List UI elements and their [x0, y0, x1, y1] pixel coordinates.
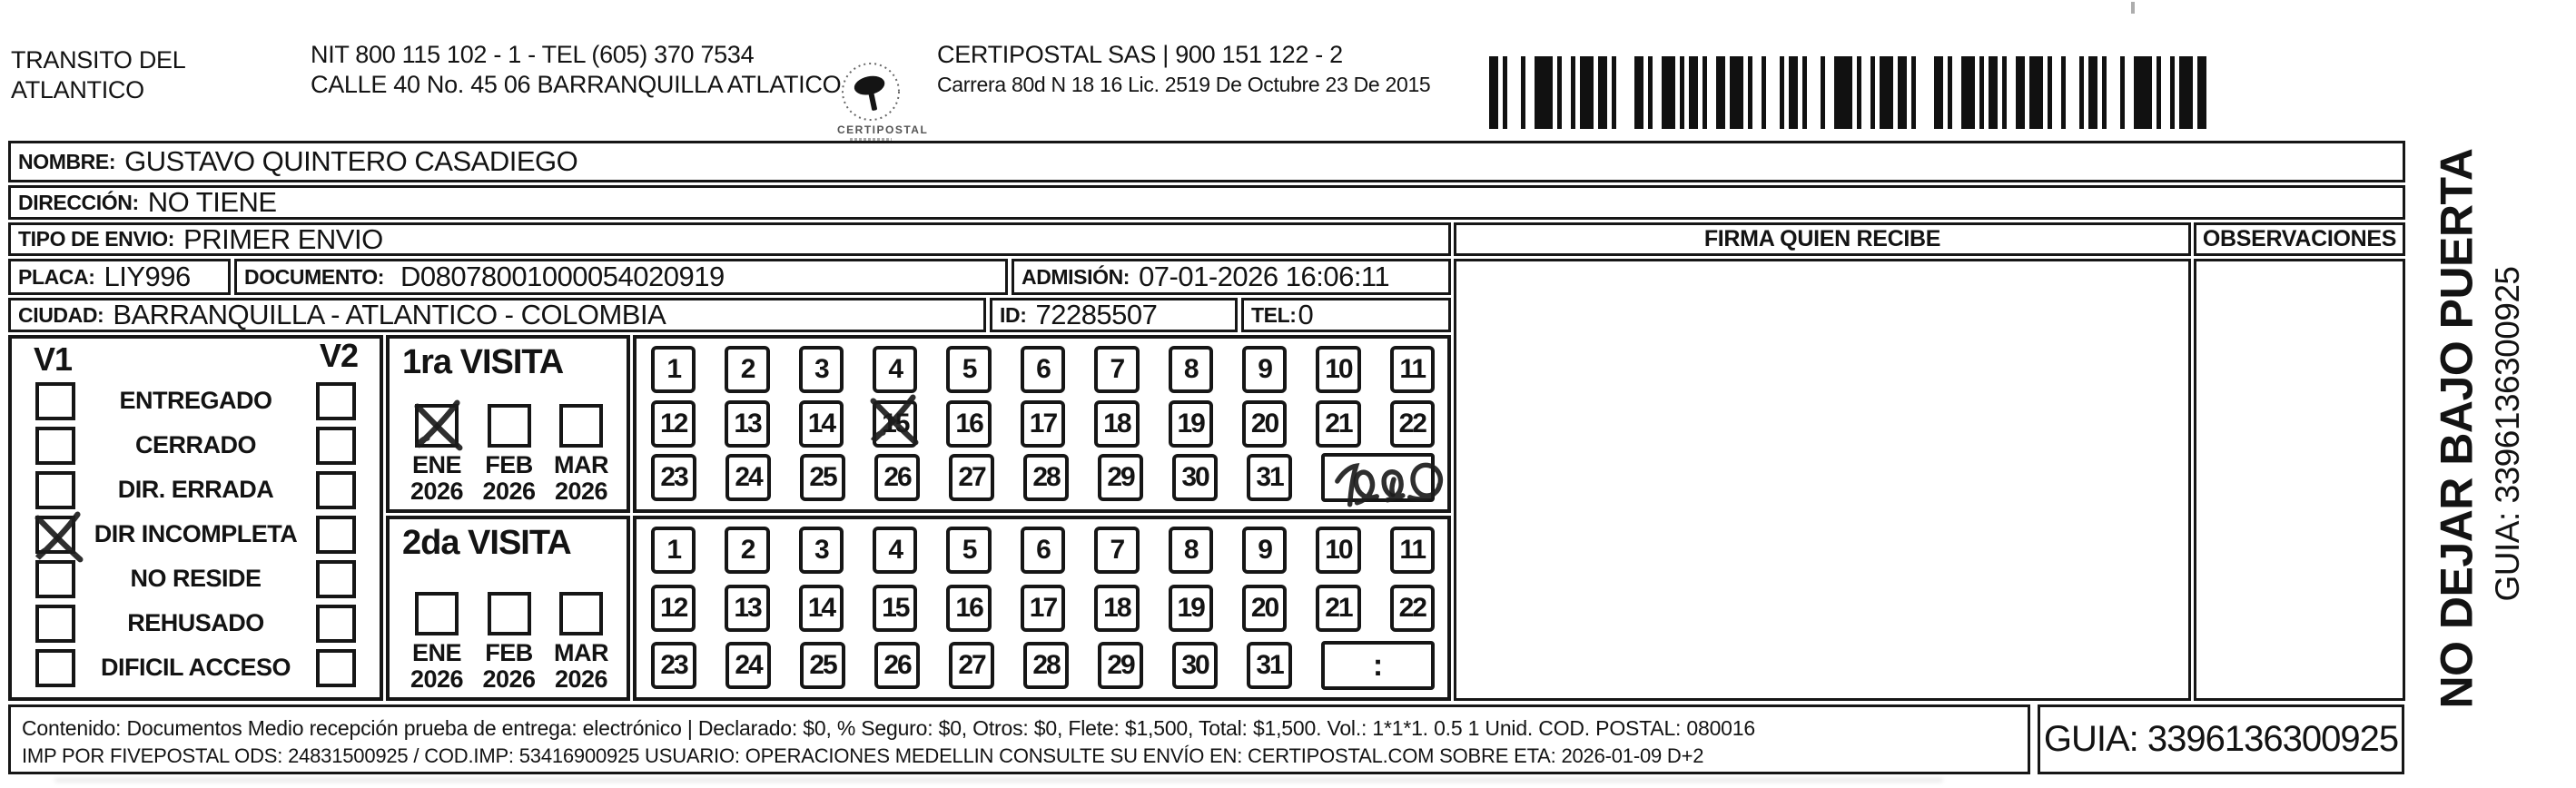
- status-label: ENTREGADO: [119, 387, 272, 414]
- footer-terms-box: [8, 704, 2030, 774]
- license-line: Carrera 80d N 18 16 Lic. 2519 De Octubre 23 De 2015: [937, 73, 1431, 96]
- visit1-month-panel: [386, 335, 630, 513]
- handwritten-x-mark: [408, 394, 469, 456]
- status-row: [12, 649, 380, 687]
- day-cell-24: [725, 454, 771, 501]
- day-cell-6: [1021, 527, 1065, 574]
- day-cell-25: [800, 642, 845, 689]
- day-cell-20: [1242, 585, 1287, 632]
- v1-checkbox-no-reside: [35, 560, 75, 598]
- address-line: CALLE 40 No. 45 06 BARRANQUILLA ATLATICO: [311, 71, 842, 98]
- footer-line1: Contenido: Documentos Medio recepción prueba de entrega: electrónico | Declarado: $0, % Seguro: $0, Otros: $0, Flete: $1,500, Total: $1,500. Vol.: 1*1*1. 0.5 1 Unid. COD. POSTAL: 080016: [22, 716, 1755, 740]
- v2-checkbox-cerrado: [316, 427, 356, 465]
- status-label: DIFICIL ACCESO: [100, 654, 291, 681]
- day-cell-14: [799, 585, 844, 632]
- day-number: 13: [734, 592, 761, 623]
- day-number: 10: [1325, 354, 1352, 384]
- day-cell-13: [725, 400, 769, 448]
- v2-checkbox-dificil-acceso: [316, 649, 356, 687]
- footer-line2: IMP POR FIVEPOSTAL ODS: 24831500925 / COD.IMP: 53416900925 USUARIO: OPERACIONES MEDELLIN CONSULTE SU ENVÍO EN: CERTIPOSTAL.COM SOBRE ETA: 2026-01-09 D+2: [22, 744, 1704, 767]
- certipostal-logo: [837, 60, 929, 147]
- month-name: MAR: [554, 451, 608, 478]
- operator-line: CERTIPOSTAL SAS | 900 151 122 - 2: [937, 41, 1343, 68]
- cell-documento: [234, 259, 1008, 295]
- day-cell-15: [873, 400, 917, 448]
- day-number: 11: [1399, 354, 1426, 384]
- day-number: 15: [882, 408, 909, 438]
- month-cell: [547, 592, 616, 693]
- day-number: 9: [1258, 354, 1271, 384]
- day-number: 15: [882, 592, 909, 623]
- day-number: 23: [660, 462, 687, 492]
- day-cell-8: [1169, 527, 1213, 574]
- day-cell-14: [799, 400, 844, 448]
- day-number: 21: [1325, 592, 1352, 623]
- day-number: 27: [958, 462, 985, 492]
- visit-time-box: [1321, 453, 1435, 502]
- day-cell-7: [1094, 346, 1139, 393]
- v1-checkbox-dir-incompleta: [35, 516, 75, 554]
- day-number: 12: [659, 592, 687, 623]
- visit-time-box: :: [1321, 641, 1435, 690]
- day-cell-12: [651, 400, 696, 448]
- day-number: 16: [955, 408, 982, 438]
- ciudad-value: BARRANQUILLA - ATLANTICO - COLOMBIA: [113, 299, 666, 330]
- documento-label: DOCUMENTO:: [244, 264, 385, 289]
- visit1-day-rows: [651, 346, 1435, 502]
- day-number: 3: [814, 354, 828, 384]
- row-direccion: [8, 185, 2405, 220]
- day-cell-28: [1023, 454, 1069, 501]
- day-number: 12: [659, 408, 687, 438]
- tipo-envio-label: TIPO DE ENVIO:: [18, 227, 175, 251]
- month-checkbox-ene-2026: [415, 592, 459, 635]
- day-cell-2: [725, 527, 769, 574]
- day-number: 24: [735, 462, 762, 492]
- month-checkbox-ene-2026: [415, 404, 459, 448]
- day-number: 19: [1177, 592, 1204, 623]
- day-number: 5: [962, 535, 976, 565]
- visit2-title: 2da VISITA: [402, 524, 571, 562]
- operator-contact-block: [311, 40, 841, 100]
- day-number: 4: [888, 535, 903, 565]
- day-number: 20: [1250, 408, 1278, 438]
- day-number: 19: [1177, 408, 1204, 438]
- firma-header-text: FIRMA QUIEN RECIBE: [1703, 226, 1941, 251]
- side-warning-text: NO DEJAR BAJO PUERTA: [2431, 148, 2482, 709]
- day-number: 2: [740, 535, 755, 565]
- cell-admision: [1012, 259, 1451, 295]
- admision-label: ADMISIÓN:: [1022, 264, 1130, 289]
- day-cell-24: [725, 642, 771, 689]
- status-label: CERRADO: [134, 431, 256, 458]
- v1-column-header: V1: [34, 340, 73, 378]
- day-number: 4: [888, 354, 903, 384]
- side-guia-text: GUIA: 3396136300925: [2489, 266, 2526, 602]
- v2-checkbox-dir-incompleta: [316, 516, 356, 554]
- day-number: 14: [807, 592, 835, 623]
- day-cell-17: [1021, 400, 1065, 448]
- month-name: ENE: [411, 451, 462, 478]
- month-year: 2026: [482, 478, 536, 505]
- sender-company-line2: ATLANTICO: [11, 76, 144, 103]
- visit2-month-panel: [386, 516, 630, 701]
- day-cell-6: [1021, 346, 1065, 393]
- day-cell-16: [946, 400, 991, 448]
- day-number: 21: [1325, 408, 1352, 438]
- v1-checkbox-rehusado: [35, 605, 75, 643]
- v2-checkbox-dir-errada: [316, 471, 356, 509]
- status-row: [12, 427, 380, 465]
- direccion-label: DIRECCIÓN:: [18, 190, 139, 214]
- status-label: DIR INCOMPLETA: [94, 520, 298, 547]
- day-cell-20: [1242, 400, 1287, 448]
- month-cell: [402, 592, 471, 693]
- month-cell: [475, 592, 544, 693]
- scan-artifact-smudge: [54, 778, 1943, 783]
- month-year: 2026: [554, 478, 608, 505]
- day-cell-1: [651, 346, 696, 393]
- day-cell-13: [725, 585, 769, 632]
- day-row: [651, 527, 1435, 574]
- day-cell-22: [1390, 585, 1435, 632]
- v1-checkbox-entregado: [35, 382, 75, 420]
- day-number: 8: [1183, 535, 1198, 565]
- day-cell-2: [725, 346, 769, 393]
- month-year: 2026: [554, 665, 608, 693]
- day-number: 27: [958, 650, 985, 680]
- day-cell-9: [1242, 346, 1287, 393]
- id-value: 72285507: [1035, 299, 1158, 330]
- cell-placa: [8, 259, 231, 295]
- day-number: 25: [809, 462, 836, 492]
- day-number: 26: [883, 462, 911, 492]
- status-row: [12, 382, 380, 420]
- cell-id: [990, 298, 1238, 332]
- day-cell-21: [1316, 585, 1360, 632]
- guia-number: GUIA: 3396136300925: [2043, 719, 2399, 759]
- month-cell: [402, 404, 471, 505]
- day-cell-18: [1094, 585, 1139, 632]
- visit2-day-grid: [633, 516, 1451, 701]
- placa-value: LIY996: [104, 261, 191, 292]
- nit-line: NIT 800 115 102 - 1 - TEL (605) 370 7534: [311, 41, 755, 68]
- day-number: 31: [1256, 650, 1283, 680]
- month-year: 2026: [482, 665, 536, 693]
- day-cell-27: [949, 642, 994, 689]
- sender-company-line1: TRANSITO DEL: [11, 46, 186, 74]
- day-number: 22: [1398, 592, 1426, 623]
- month-checkbox-mar-2026: [559, 592, 603, 635]
- day-number: 3: [814, 535, 828, 565]
- day-cell-1: [651, 527, 696, 574]
- v2-column-header: V2: [319, 337, 358, 374]
- logo-wordmark: CERTIPOSTAL: [837, 123, 929, 136]
- day-cell-17: [1021, 585, 1065, 632]
- day-number: 10: [1325, 535, 1352, 565]
- month-checkbox-feb-2026: [488, 592, 531, 635]
- row-nombre: [8, 141, 2405, 182]
- day-number: 5: [962, 354, 976, 384]
- month-checkbox-mar-2026: [559, 404, 603, 448]
- day-cell-4: [873, 346, 917, 393]
- observaciones-area: [2194, 259, 2405, 701]
- month-year: 2026: [410, 665, 464, 693]
- delivery-status-panel: [8, 335, 383, 701]
- nombre-value: GUSTAVO QUINTERO CASADIEGO: [124, 145, 578, 177]
- placa-label: PLACA:: [18, 264, 95, 289]
- day-cell-21: [1316, 400, 1360, 448]
- day-number: 25: [809, 650, 836, 680]
- day-number: 7: [1110, 354, 1124, 384]
- status-row: [12, 471, 380, 509]
- status-label: DIR. ERRADA: [117, 476, 274, 503]
- day-cell-8: [1169, 346, 1213, 393]
- id-label: ID:: [1000, 302, 1027, 327]
- status-row: [12, 516, 380, 554]
- month-name: MAR: [554, 639, 608, 666]
- day-cell-28: [1023, 642, 1069, 689]
- day-number: 28: [1032, 650, 1060, 680]
- day-number: 1: [666, 354, 681, 384]
- day-cell-11: [1390, 527, 1435, 574]
- day-number: 1: [666, 535, 681, 565]
- day-cell-4: [873, 527, 917, 574]
- day-cell-31: [1247, 642, 1292, 689]
- scan-artifact-tick: [2131, 2, 2135, 14]
- day-number: 29: [1107, 650, 1134, 680]
- day-row: [651, 642, 1435, 690]
- day-cell-11: [1390, 346, 1435, 393]
- day-number: 22: [1398, 408, 1426, 438]
- day-row: [651, 454, 1435, 502]
- status-rows: [12, 379, 380, 690]
- v1-checkbox-cerrado: [35, 427, 75, 465]
- status-row: [12, 560, 380, 598]
- day-cell-27: [949, 454, 994, 501]
- day-number: 17: [1029, 592, 1057, 623]
- day-cell-29: [1098, 642, 1143, 689]
- day-cell-18: [1094, 400, 1139, 448]
- day-number: 26: [883, 650, 911, 680]
- tel-label: TEL:: [1251, 302, 1297, 327]
- day-cell-3: [799, 346, 844, 393]
- day-number: 30: [1181, 650, 1209, 680]
- v2-checkbox-entregado: [316, 382, 356, 420]
- day-cell-7: [1094, 527, 1139, 574]
- day-number: 6: [1036, 354, 1050, 384]
- row-tipo-envio: [8, 222, 1451, 256]
- day-cell-5: [946, 527, 991, 574]
- v2-checkbox-rehusado: [316, 605, 356, 643]
- day-cell-26: [874, 642, 920, 689]
- day-number: 23: [660, 650, 687, 680]
- firma-signature-area: [1454, 259, 2191, 701]
- cell-ciudad: [8, 298, 986, 332]
- month-year: 2026: [410, 478, 464, 505]
- day-cell-10: [1316, 527, 1360, 574]
- day-row: [651, 400, 1435, 448]
- day-cell-23: [651, 454, 696, 501]
- day-cell-5: [946, 346, 991, 393]
- day-number: 28: [1032, 462, 1060, 492]
- day-number: 16: [955, 592, 982, 623]
- day-cell-29: [1098, 454, 1143, 501]
- day-number: 14: [807, 408, 835, 438]
- day-number: 17: [1029, 408, 1057, 438]
- v1-checkbox-dificil-acceso: [35, 649, 75, 687]
- day-cell-30: [1172, 454, 1218, 501]
- day-cell-31: [1247, 454, 1292, 501]
- day-cell-30: [1172, 642, 1218, 689]
- day-number: 2: [740, 354, 755, 384]
- day-number: 18: [1103, 592, 1130, 623]
- day-number: 9: [1258, 535, 1271, 565]
- barcode: [1489, 56, 2216, 129]
- direccion-value: NO TIENE: [147, 186, 277, 218]
- visit2-months: [402, 592, 616, 693]
- day-number: 13: [734, 408, 761, 438]
- day-number: 8: [1183, 354, 1198, 384]
- day-cell-25: [800, 454, 845, 501]
- status-row: [12, 605, 380, 643]
- v2-checkbox-no-reside: [316, 560, 356, 598]
- day-number: 6: [1036, 535, 1050, 565]
- visit1-months: [402, 404, 616, 505]
- visit1-day-grid: [633, 335, 1451, 513]
- guia-number-box: [2038, 704, 2404, 774]
- cell-tel: [1241, 298, 1451, 332]
- day-number: 11: [1399, 535, 1426, 565]
- admision-value: 07-01-2026 16:06:11: [1139, 261, 1390, 292]
- certipostal-pin-icon: [839, 60, 903, 123]
- month-checkbox-feb-2026: [488, 404, 531, 448]
- tipo-envio-value: PRIMER ENVIO: [183, 222, 383, 255]
- day-cell-10: [1316, 346, 1360, 393]
- day-cell-3: [799, 527, 844, 574]
- day-cell-26: [874, 454, 920, 501]
- month-cell: [547, 404, 616, 505]
- day-cell-16: [946, 585, 991, 632]
- day-number: 20: [1250, 592, 1278, 623]
- day-number: 31: [1256, 462, 1283, 492]
- day-row: [651, 585, 1435, 632]
- day-cell-19: [1169, 585, 1213, 632]
- visit2-day-rows: [651, 527, 1435, 690]
- day-cell-19: [1169, 400, 1213, 448]
- status-label: NO RESIDE: [130, 565, 262, 592]
- day-number: 30: [1181, 462, 1209, 492]
- day-cell-9: [1242, 527, 1287, 574]
- month-name: ENE: [411, 639, 462, 666]
- day-number: 24: [735, 650, 762, 680]
- day-cell-15: [873, 585, 917, 632]
- nombre-label: NOMBRE:: [18, 149, 116, 173]
- v1-checkbox-dir-errada: [35, 471, 75, 509]
- day-number: 29: [1107, 462, 1134, 492]
- ciudad-label: CIUDAD:: [18, 302, 104, 327]
- firma-column-header: [1454, 222, 2191, 256]
- day-cell-12: [651, 585, 696, 632]
- visit1-title: 1ra VISITA: [402, 343, 564, 381]
- observaciones-header-text: OBSERVACIONES: [2202, 226, 2397, 251]
- handwritten-1000-scribble: [1325, 448, 1459, 520]
- day-number: 7: [1110, 535, 1124, 565]
- tel-value: 0: [1298, 299, 1314, 330]
- day-cell-23: [651, 642, 696, 689]
- day-cell-22: [1390, 400, 1435, 448]
- month-name: FEB: [485, 451, 533, 478]
- documento-value: D08078001000054020919: [400, 261, 725, 292]
- day-row: [651, 346, 1435, 393]
- operator-license-block: [937, 40, 1430, 100]
- month-name: FEB: [485, 639, 533, 666]
- observaciones-column-header: [2194, 222, 2405, 256]
- day-number: 18: [1103, 408, 1130, 438]
- sender-company: [11, 45, 185, 105]
- status-label: REHUSADO: [127, 609, 264, 636]
- month-cell: [475, 404, 544, 505]
